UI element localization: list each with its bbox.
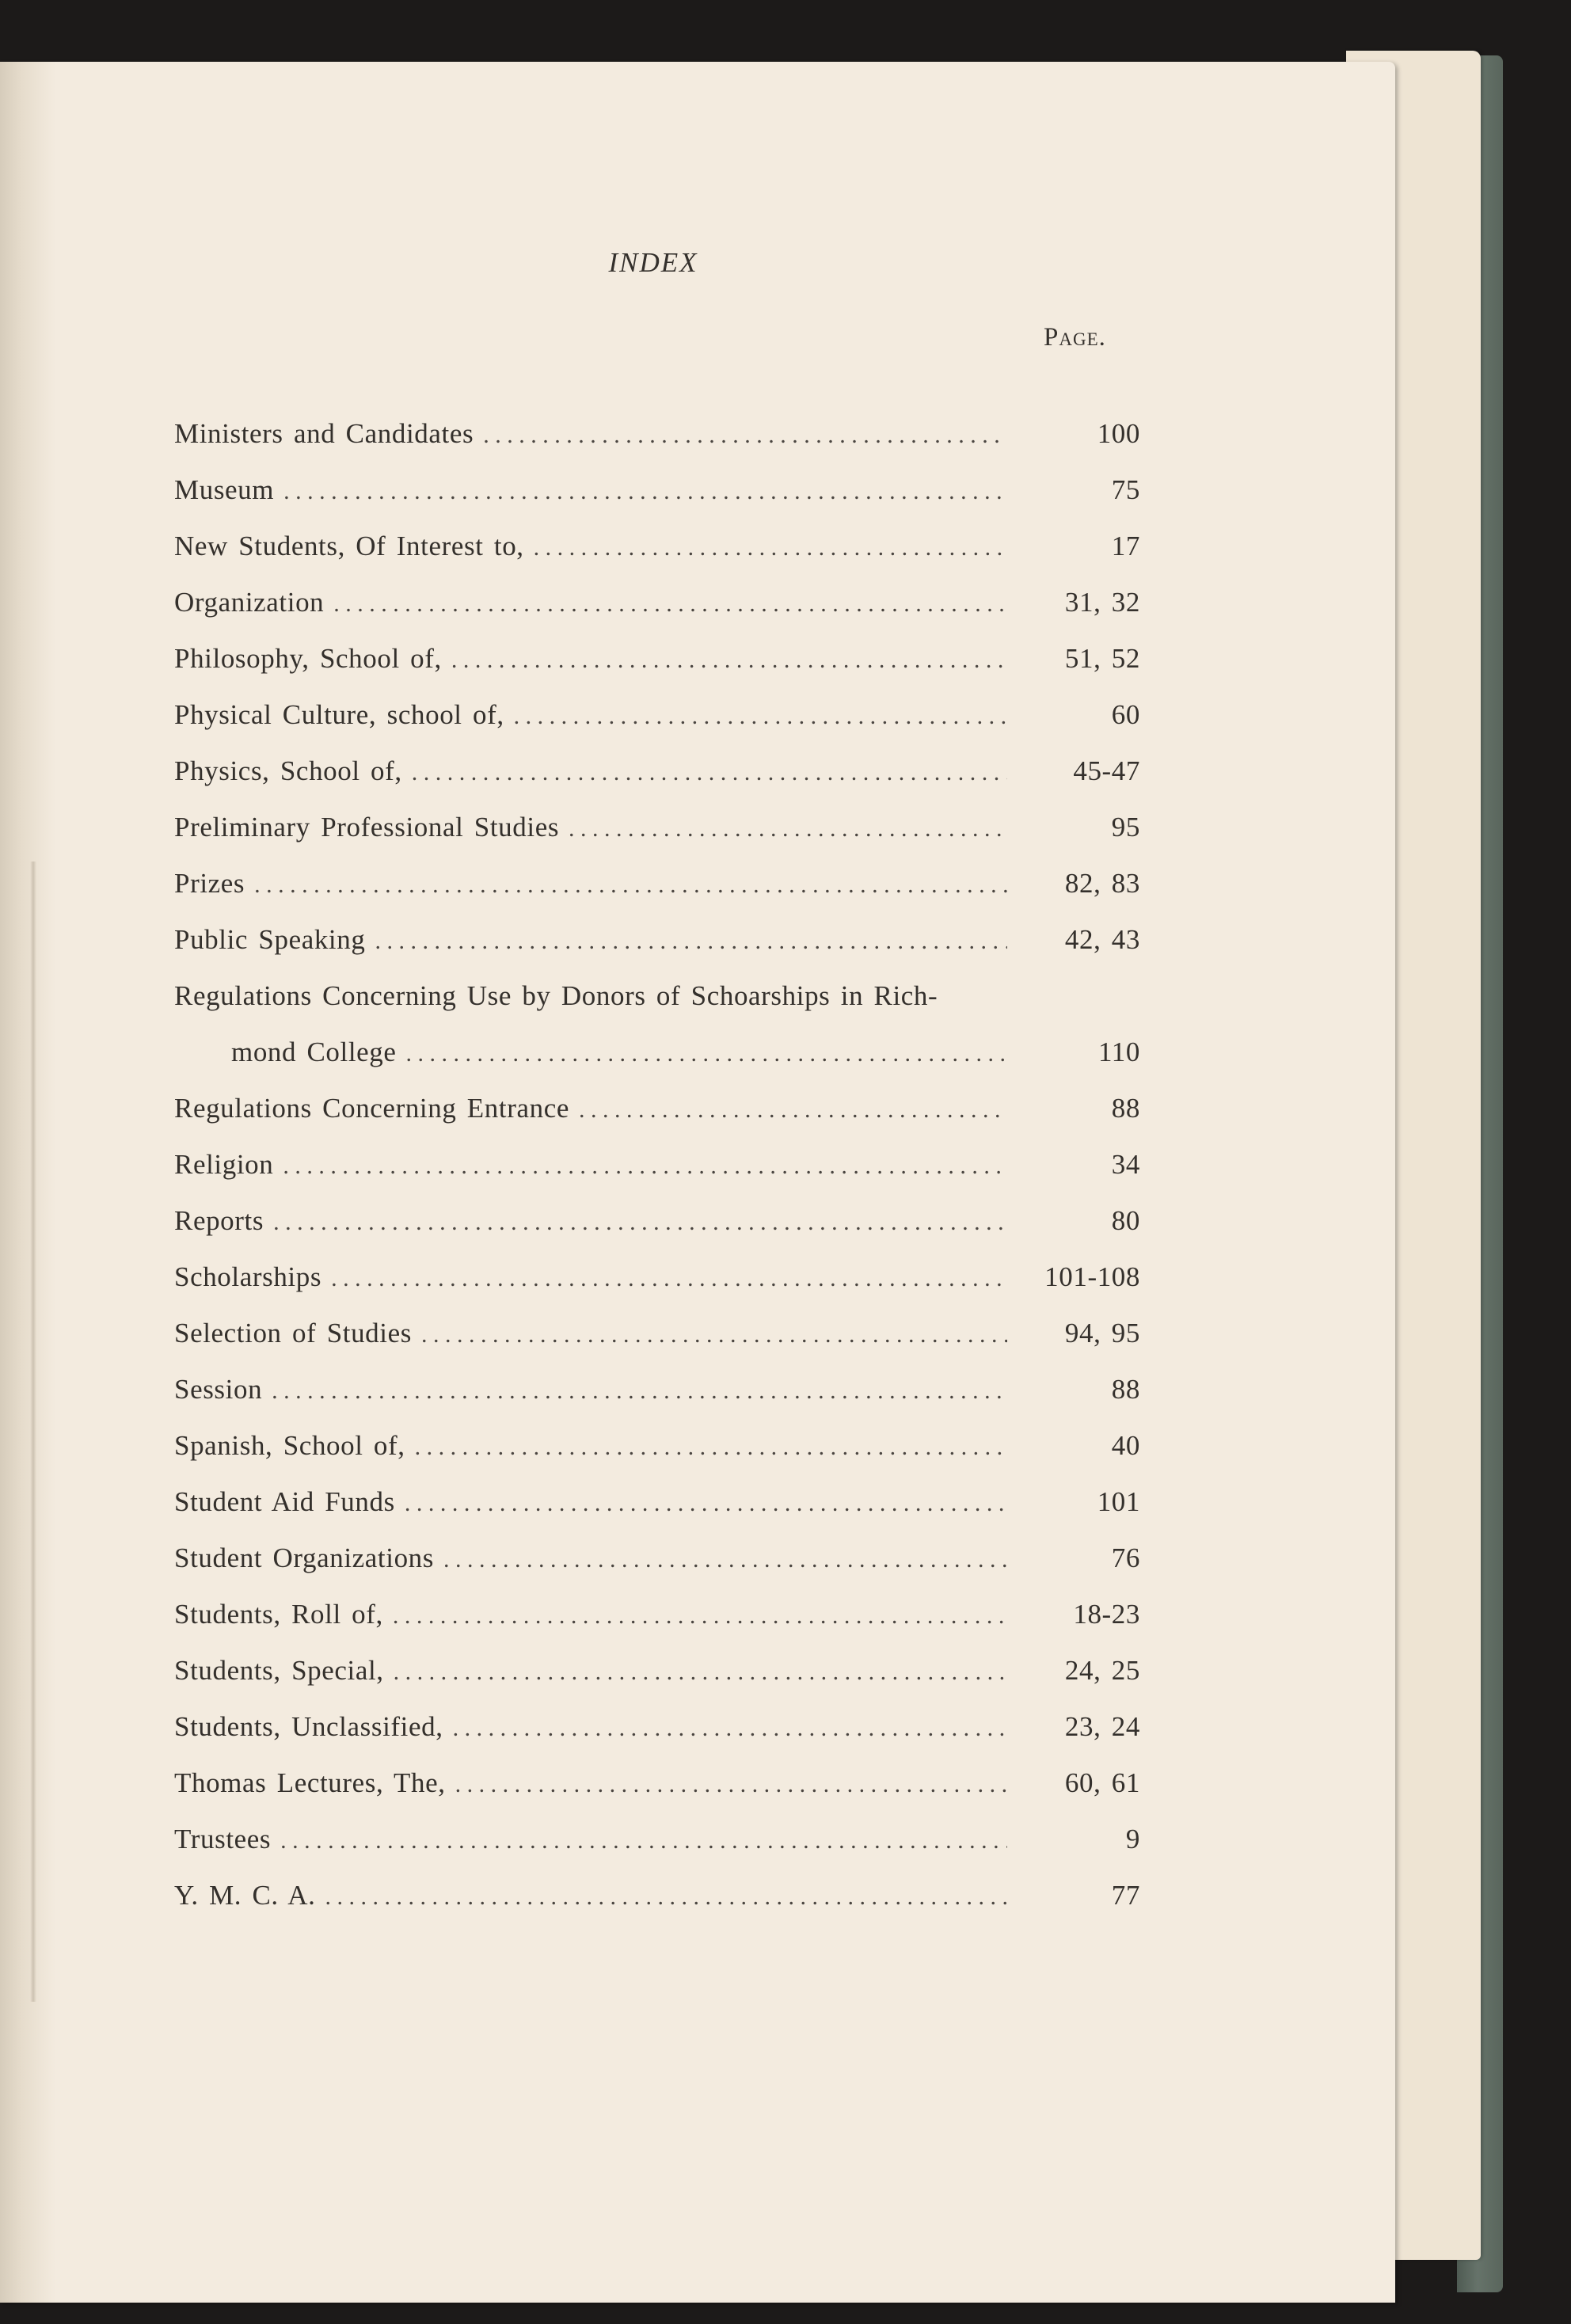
entry-page: 51, 52 [1064, 643, 1140, 674]
index-entry [174, 1880, 1140, 1936]
index-entry [174, 980, 1140, 1036]
dot-leader [421, 1318, 1007, 1349]
entry-label: Public Speaking [174, 924, 366, 955]
index-entry [174, 643, 1140, 699]
entry-label: Prizes [174, 868, 245, 899]
entry-label: New Students, Of Interest to, [174, 531, 524, 561]
entry-page: 110 [1097, 1036, 1140, 1067]
entry-label: Student Organizations [174, 1542, 434, 1573]
entry-label: Spanish, School of, [174, 1430, 405, 1461]
dot-leader [405, 1486, 1007, 1518]
index-entry [174, 1486, 1140, 1542]
index-entry [174, 1767, 1140, 1824]
entry-page: 95 [1111, 812, 1140, 842]
entry-label: Museum [174, 474, 275, 505]
entry-label: Students, Special, [174, 1655, 384, 1686]
entry-page: 75 [1111, 474, 1140, 505]
index-entry [174, 812, 1140, 868]
entry-page: 18-23 [1073, 1599, 1140, 1630]
index-list [174, 418, 1140, 1936]
entry-page: 88 [1111, 1093, 1140, 1124]
entry-page: 76 [1111, 1542, 1140, 1573]
entry-page: 42, 43 [1064, 924, 1140, 955]
index-entry [174, 1711, 1140, 1767]
entry-page: 82, 83 [1064, 868, 1140, 899]
dot-leader [273, 1205, 1007, 1237]
entry-page: 24, 25 [1064, 1655, 1140, 1686]
entry-page: 31, 32 [1064, 587, 1140, 618]
index-entry [174, 699, 1140, 755]
entry-label: Philosophy, School of, [174, 643, 442, 674]
entry-label: Y. M. C. A. [174, 1880, 316, 1911]
entry-label: Physics, School of, [174, 755, 402, 786]
dot-leader [412, 755, 1007, 787]
page-column-header: Page. [1044, 323, 1106, 352]
entry-page: 100 [1097, 418, 1140, 449]
index-entry [174, 1542, 1140, 1599]
index-entry [174, 1318, 1140, 1374]
entry-label: Ministers and Candidates [174, 418, 474, 449]
entry-label: Physical Culture, school of, [174, 699, 504, 730]
dot-leader [453, 1711, 1007, 1743]
entry-label: Students, Unclassified, [174, 1711, 443, 1742]
index-entry [174, 587, 1140, 643]
index-entry [174, 924, 1140, 980]
entry-page: 77 [1111, 1880, 1140, 1911]
entry-page: 88 [1111, 1374, 1140, 1405]
entry-page: 101 [1097, 1486, 1140, 1517]
entry-label: Student Aid Funds [174, 1486, 395, 1517]
dot-leader [534, 531, 1007, 562]
index-entry-continuation [174, 1036, 1140, 1093]
entry-page: 94, 95 [1064, 1318, 1140, 1348]
entry-label: Religion [174, 1149, 274, 1180]
index-entry [174, 1824, 1140, 1880]
entry-label: Reports [174, 1205, 264, 1236]
entry-label: Students, Roll of, [174, 1599, 383, 1630]
dot-leader [443, 1542, 1007, 1574]
index-entry [174, 1093, 1140, 1149]
entry-label: Regulations Concerning Use by Donors of Schoarships in Rich- [174, 980, 938, 1011]
entry-page: 40 [1111, 1430, 1140, 1461]
index-entry [174, 868, 1140, 924]
dot-leader [325, 1880, 1007, 1911]
entry-label: Regulations Concerning Entrance [174, 1093, 569, 1124]
index-entry [174, 755, 1140, 812]
entry-page: 17 [1111, 531, 1140, 561]
entry-label: Trustees [174, 1824, 272, 1854]
dot-leader [451, 643, 1007, 675]
index-entry [174, 1149, 1140, 1205]
entry-label: Scholarships [174, 1261, 322, 1292]
dot-leader [375, 924, 1007, 956]
index-entry [174, 474, 1140, 531]
entry-label: Thomas Lectures, The, [174, 1767, 446, 1798]
index-entry [174, 531, 1140, 587]
dot-leader [483, 418, 1007, 450]
index-entry [174, 1261, 1140, 1318]
entry-label: Preliminary Professional Studies [174, 812, 560, 842]
entry-page: 80 [1111, 1205, 1140, 1236]
dot-leader [283, 474, 1007, 506]
index-entry [174, 1374, 1140, 1430]
entry-page: 34 [1111, 1149, 1140, 1180]
index-entry [174, 1655, 1140, 1711]
index-entry [174, 418, 1140, 474]
dot-leader [331, 1261, 1007, 1293]
entry-page: 60, 61 [1064, 1767, 1140, 1798]
entry-label-continuation: mond College [231, 1036, 397, 1067]
entry-label: Session [174, 1374, 263, 1405]
dot-leader [514, 699, 1007, 731]
dot-leader [579, 1093, 1007, 1124]
entry-page: 45-47 [1073, 755, 1140, 786]
dot-leader [455, 1767, 1007, 1799]
dot-leader [569, 812, 1007, 843]
dot-leader [415, 1430, 1007, 1462]
entry-page: 23, 24 [1064, 1711, 1140, 1742]
entry-page: 9 [1125, 1824, 1140, 1854]
entry-page: 101-108 [1044, 1261, 1140, 1292]
dot-leader [283, 1149, 1007, 1181]
index-entry [174, 1430, 1140, 1486]
dot-leader [254, 868, 1007, 900]
dot-leader [272, 1374, 1007, 1405]
entry-label: Organization [174, 587, 325, 618]
page-title: INDEX [608, 247, 698, 278]
dot-leader [333, 587, 1007, 618]
dot-leader [393, 1599, 1007, 1630]
dot-leader [394, 1655, 1007, 1687]
dot-leader [280, 1824, 1007, 1855]
dot-leader [406, 1036, 1007, 1068]
gutter-shade [0, 62, 55, 2303]
entry-label: Selection of Studies [174, 1318, 412, 1348]
index-entry [174, 1205, 1140, 1261]
gutter-crease [30, 862, 36, 2002]
index-entry [174, 1599, 1140, 1655]
entry-page: 60 [1111, 699, 1140, 730]
